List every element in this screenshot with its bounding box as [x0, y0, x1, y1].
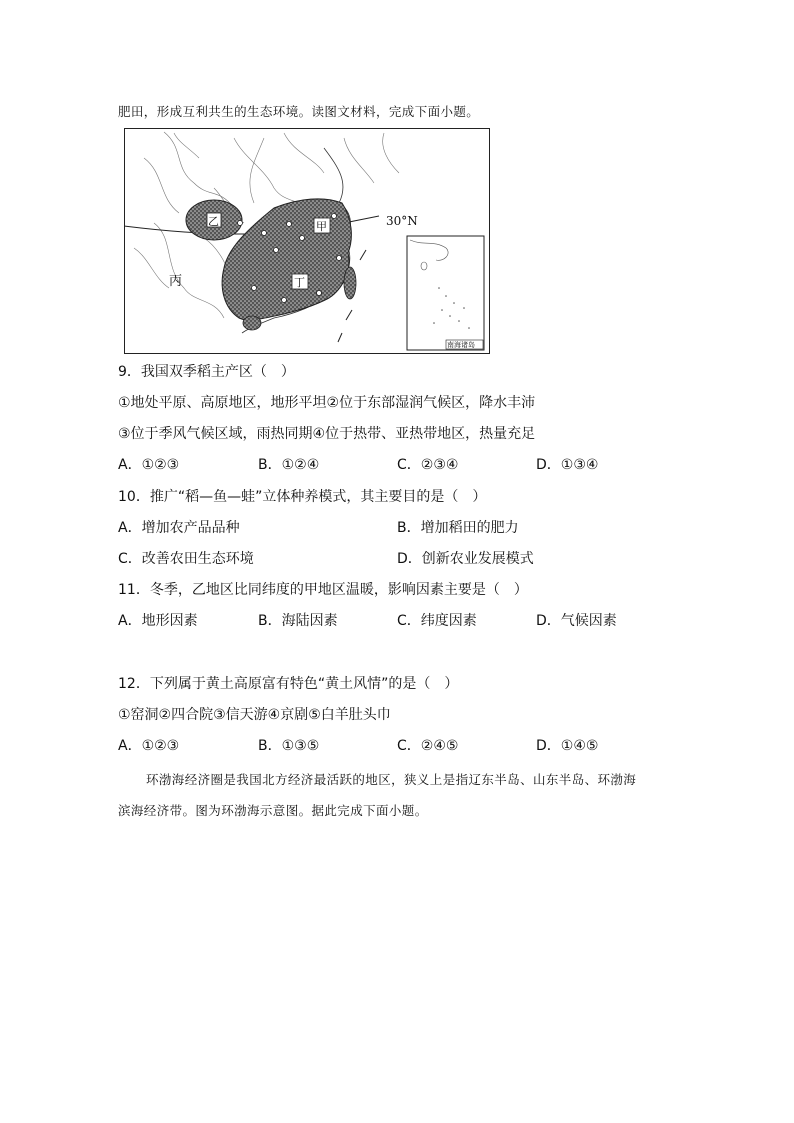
q12-option-c[interactable]: C．②④⑤ — [397, 738, 459, 754]
q11-option-a[interactable]: A．地形因素 — [118, 613, 198, 629]
q12-option-b[interactable]: B．①③⑤ — [258, 738, 320, 754]
q10-option-d[interactable]: D．创新农业发展模式 — [397, 551, 534, 567]
q10-option-b[interactable]: B．增加稻田的肥力 — [397, 520, 519, 536]
latitude-label: 30°N — [386, 214, 418, 228]
intro-text: 肥田，形成互利共生的生态环境。读图文材料，完成下面小题。 — [118, 104, 480, 119]
bohai-intro-line2: 滨海经济带。图为环渤海示意图。据此完成下面小题。 — [118, 803, 428, 818]
region-yi-label: 乙 — [208, 215, 219, 228]
q11-stem: 11．冬季，乙地区比同纬度的甲地区温暖，影响因素主要是（ ） — [118, 582, 528, 598]
q11-option-b[interactable]: B．海陆因素 — [258, 613, 338, 629]
taiwan-island — [344, 267, 356, 299]
q10-stem: 10．推广“稻—鱼—蛙”立体种养模式，其主要目的是（ ） — [118, 489, 487, 505]
q11-option-c[interactable]: C．纬度因素 — [397, 613, 477, 629]
region-jia-label: 甲 — [316, 220, 327, 233]
bohai-intro-line1: 环渤海经济圈是我国北方经济最活跃的地区，狭义上是指辽东半岛、山东半岛、环渤海 — [146, 772, 637, 787]
q12-option-d[interactable]: D．①④⑤ — [536, 738, 599, 754]
q11-option-d[interactable]: D．气候因素 — [536, 613, 617, 629]
q10-option-a[interactable]: A．增加农产品品种 — [118, 520, 240, 536]
q9-line1: ①地处平原、高原地区，地形平坦②位于东部湿润气候区，降水丰沛 — [118, 395, 536, 411]
q9-option-a[interactable]: A．①②③ — [118, 457, 180, 473]
hainan-island — [243, 316, 261, 330]
q9-option-d[interactable]: D．①③④ — [536, 457, 599, 473]
region-ding-label: 丁 — [294, 276, 305, 289]
rice-region-map — [124, 128, 490, 354]
q9-option-b[interactable]: B．①②④ — [258, 457, 320, 473]
q10-option-c[interactable]: C．改善农田生态环境 — [118, 551, 254, 567]
q9-line2: ③位于季风气候区域，雨热同期④位于热带、亚热带地区，热量充足 — [118, 426, 536, 442]
south-china-sea-inset — [407, 236, 484, 350]
q9-option-c[interactable]: C．②③④ — [397, 457, 459, 473]
region-bing-label: 丙 — [169, 274, 183, 289]
q12-stem: 12．下列属于黄土高原富有特色“黄土风情”的是（ ） — [118, 676, 459, 692]
inset-label: 南海诸岛 — [447, 341, 475, 349]
q9-stem: 9．我国双季稻主产区（ ） — [118, 364, 295, 380]
q12-option-a[interactable]: A．①②③ — [118, 738, 180, 754]
q12-line1: ①窑洞②四合院③信天游④京剧⑤白羊肚头巾 — [118, 707, 391, 723]
